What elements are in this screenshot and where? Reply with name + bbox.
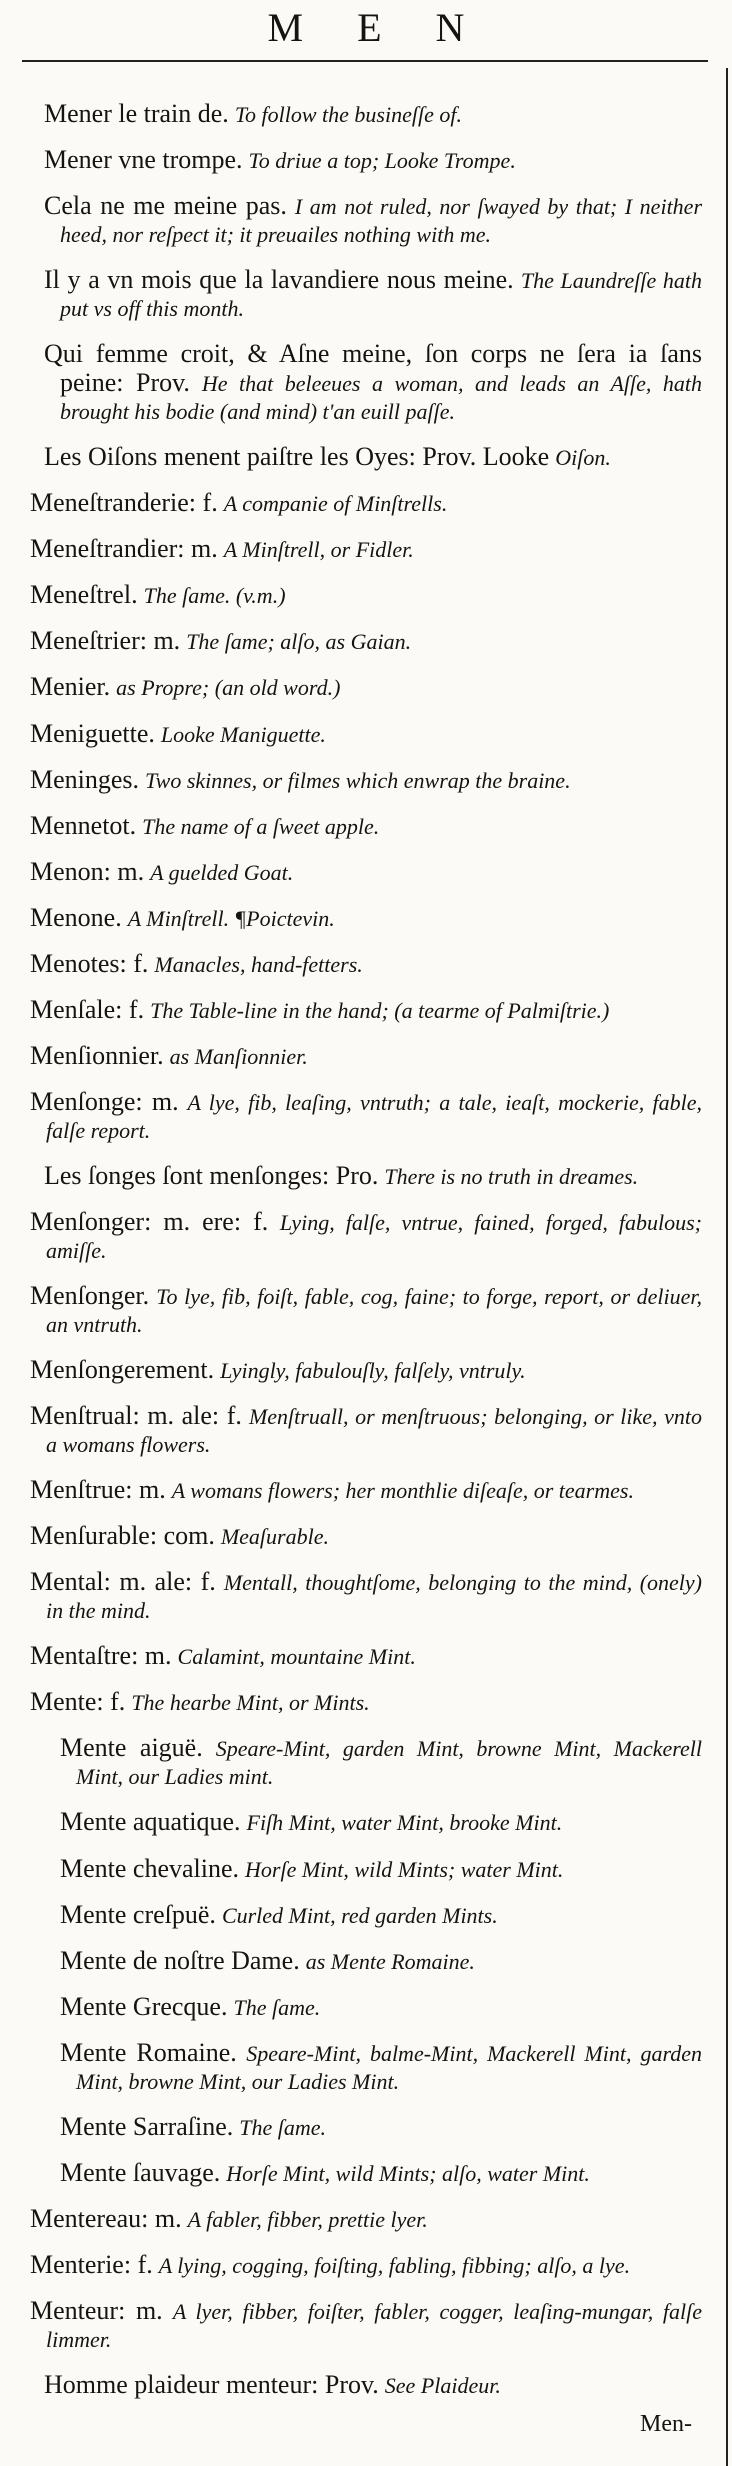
translation: as Manſionnier. (169, 1043, 308, 1069)
headword: Menier. (30, 672, 111, 702)
translation: Fiſh Mint, water Mint, brooke Mint. (246, 1810, 563, 1836)
entry (44, 99, 702, 129)
entry (30, 2203, 702, 2234)
headword: Meneſtranderie: f. (30, 488, 218, 518)
headword: Il y a vn mois que la lavandiere nous meine. (44, 265, 514, 295)
translation: Lyingly, fabulouſly, falſely, vntruly. (220, 1358, 526, 1384)
headword: Meneſtrier: m. (30, 626, 181, 656)
translation: I am not ruled, nor ſwayed by that; I neither heed, nor reſpect it; it preuailes nothing with me. (60, 194, 703, 248)
entry (30, 810, 702, 841)
entry (44, 145, 702, 175)
entry (30, 994, 702, 1025)
catchword: Men- (640, 2411, 692, 2437)
entry (60, 2037, 702, 2096)
translation: The hearbe Mint, or Mints. (131, 1690, 370, 1716)
headword: Mente Grecque. (60, 1991, 228, 2021)
entry (30, 856, 702, 887)
headword: Mennetot. (30, 810, 137, 840)
entry (30, 1281, 702, 1339)
headword: Menſurable: com. (30, 1521, 215, 1551)
headword: Meneſtrandier: m. (30, 534, 218, 564)
headword: Mener vne trompe. (44, 145, 243, 175)
entry (30, 1086, 703, 1145)
entry (44, 265, 702, 323)
entry (30, 672, 702, 702)
translation: A companie of Minſtrells. (223, 491, 448, 517)
translation: The name of a ſweet apple. (142, 813, 380, 839)
translation: A lyer, fibber, foiſter, fabler, cogger, leaſing-mungar, falſe limmer. (46, 2298, 702, 2352)
entry (44, 191, 703, 249)
headword: Mener le train de. (44, 99, 229, 128)
headword: Cela ne me meine pas. (44, 191, 287, 221)
entry (30, 902, 702, 933)
headword: Menſionnier. (30, 1040, 164, 1070)
entry (44, 1160, 702, 1191)
entry (30, 1355, 702, 1385)
translation: To driue a top; Looke Trompe. (248, 148, 516, 174)
headword: Menterie: f. (30, 2249, 153, 2279)
translation: as Propre; (an old word.) (116, 675, 341, 701)
translation: A guelded Goat. (150, 859, 294, 885)
headword: Mente aquatique. (60, 1807, 241, 1837)
headword: Menſonge: m. (30, 1086, 179, 1116)
translation: Menſtruall, or menſtruous; belonging, or like, vnto a womans flowers. (46, 1404, 703, 1458)
headword: Mente aiguë. (60, 1733, 203, 1763)
entry (30, 626, 702, 656)
translation: A lying, cogging, foiſting, fabling, fibbing; alſo, a lye. (158, 2252, 631, 2278)
translation: as Mente Romaine. (305, 1948, 475, 1974)
headword: Mentereau: m. (30, 2203, 182, 2233)
headword: Meninges. (30, 764, 140, 794)
entry (60, 2111, 702, 2142)
right-rule (726, 68, 728, 2466)
entry (30, 2295, 702, 2354)
entry (30, 1040, 702, 1071)
headword: Menſongerement. (30, 1355, 215, 1385)
translation: Horſe Mint, wild Mints; water Mint. (245, 1856, 564, 1882)
entry (30, 580, 702, 610)
translation: The ſame. (233, 1994, 321, 2020)
headword: Qui femme croit, & Aſne meine, ſon corps ne ſera ia ſans peine: Prov. (44, 339, 702, 398)
headword: Menotes: f. (30, 948, 149, 978)
translation: Oiſon. (555, 445, 611, 471)
entry (60, 2157, 702, 2188)
headword: Mente ſauvage. (60, 2157, 221, 2187)
entry (30, 534, 702, 564)
headword: Mental: m. ale: f. (30, 1567, 216, 1597)
entry (60, 1733, 703, 1791)
entry (30, 764, 702, 795)
headword: Menteur: m. (30, 2295, 163, 2325)
translation: The ſame; alſo, as Gaian. (186, 629, 412, 655)
translation: Speare-Mint, garden Mint, browne Mint, Mackerell Mint, our Ladies mint. (76, 1736, 703, 1790)
headword: Mente de noſtre Dame. (60, 1945, 300, 1975)
entry (30, 1207, 702, 1265)
translation: A lye, fib, leaſing, vntruth; a tale, ieaſt, mockerie, fable, falſe report. (46, 1089, 703, 1143)
entry (30, 488, 702, 518)
headword: Menſale: f. (30, 994, 145, 1024)
entry (60, 1899, 702, 1930)
translation: Speare-Mint, balme-Mint, Mackerell Mint, garden Mint, browne Mint, our Ladies Mint. (76, 2040, 702, 2094)
entry (60, 1945, 702, 1976)
headword: Meniguette. (30, 718, 155, 748)
translation: The Laundreſſe hath put vs off this month. (60, 268, 702, 322)
headword: Mente Sarraſine. (60, 2111, 234, 2141)
translation: Curled Mint, red garden Mints. (221, 1902, 498, 1928)
entry (44, 2370, 702, 2400)
headword: Menon: m. (30, 856, 145, 886)
entry (44, 442, 702, 472)
translation: A womans flowers; her monthlie diſeaſe, or tearmes. (171, 1478, 634, 1504)
translation: There is no truth in dreames. (384, 1163, 639, 1189)
translation: The ſame. (239, 2114, 327, 2140)
translation: Looke Maniguette. (160, 721, 326, 747)
entry (60, 1807, 702, 1837)
translation: Horſe Mint, wild Mints; alſo, water Mint. (226, 2160, 590, 2186)
headword: Homme plaideur menteur: Prov. (44, 2370, 379, 2399)
translation: To lye, fib, foiſt, fable, cog, faine; to forge, report, or deliuer, an vntruth. (46, 1284, 702, 1338)
entry (30, 1475, 702, 1505)
entry (30, 1567, 703, 1625)
translation: A fabler, fibber, prettie lyer. (187, 2206, 428, 2232)
translation: To follow the busineſſe of. (234, 102, 462, 127)
entry (60, 1853, 702, 1884)
translation: Lying, falſe, vntrue, fained, forged, fabulous; amiſſe. (46, 1210, 702, 1263)
headword: Mentaſtre: m. (30, 1641, 172, 1671)
entry (44, 339, 702, 426)
headword: Menſtrual: m. ale: f. (30, 1401, 242, 1431)
headword: Menſonger. (30, 1281, 150, 1311)
page-title: M E N (267, 5, 487, 50)
headword: Meneſtrel. (30, 580, 138, 610)
headword: Menſtrue: m. (30, 1475, 166, 1505)
entry (30, 1687, 702, 1717)
translation: He that beleeues a woman, and leads an Aſſe, hath brought his bodie (and mind) t'an euill paſſe. (60, 371, 702, 425)
translation: Meaſurable. (220, 1524, 329, 1550)
headword: Menone. (30, 902, 122, 932)
headword: Les ſonges ſont menſonges: Pro. (44, 1160, 379, 1190)
translation: A Minſtrell. ¶Poictevin. (127, 905, 335, 931)
translation: See Plaideur. (384, 2373, 501, 2398)
translation: Manacles, hand-fetters. (154, 951, 363, 977)
top-rule (22, 60, 708, 62)
headword: Mente Romaine. (60, 2037, 237, 2067)
entry (30, 948, 702, 979)
translation: The Table-line in the hand; (a tearme of Palmiſtrie.) (150, 997, 610, 1023)
translation: A Minſtrell, or Fidler. (223, 537, 414, 563)
entry (30, 1521, 702, 1551)
headword: Mente creſpuë. (60, 1899, 216, 1929)
translation: Two skinnes, or filmes which enwrap the braine. (145, 767, 571, 793)
entry (30, 2249, 702, 2280)
headword: Mente chevaline. (60, 1853, 240, 1883)
translation: The ſame. (v.m.) (143, 583, 286, 609)
headword: Mente: f. (30, 1687, 126, 1717)
headword: Les Oiſons menent paiſtre les Oyes: Prov. Looke (44, 442, 550, 472)
translation: Calamint, mountaine Mint. (177, 1644, 416, 1670)
headword: Menſonger: m. ere: f. (30, 1207, 269, 1236)
entry (60, 1991, 702, 2022)
translation: Mentall, thoughtſome, belonging to the mind, (onely) in the mind. (46, 1570, 703, 1624)
entry (30, 1401, 703, 1459)
entry (30, 718, 702, 749)
entry (30, 1641, 702, 1671)
